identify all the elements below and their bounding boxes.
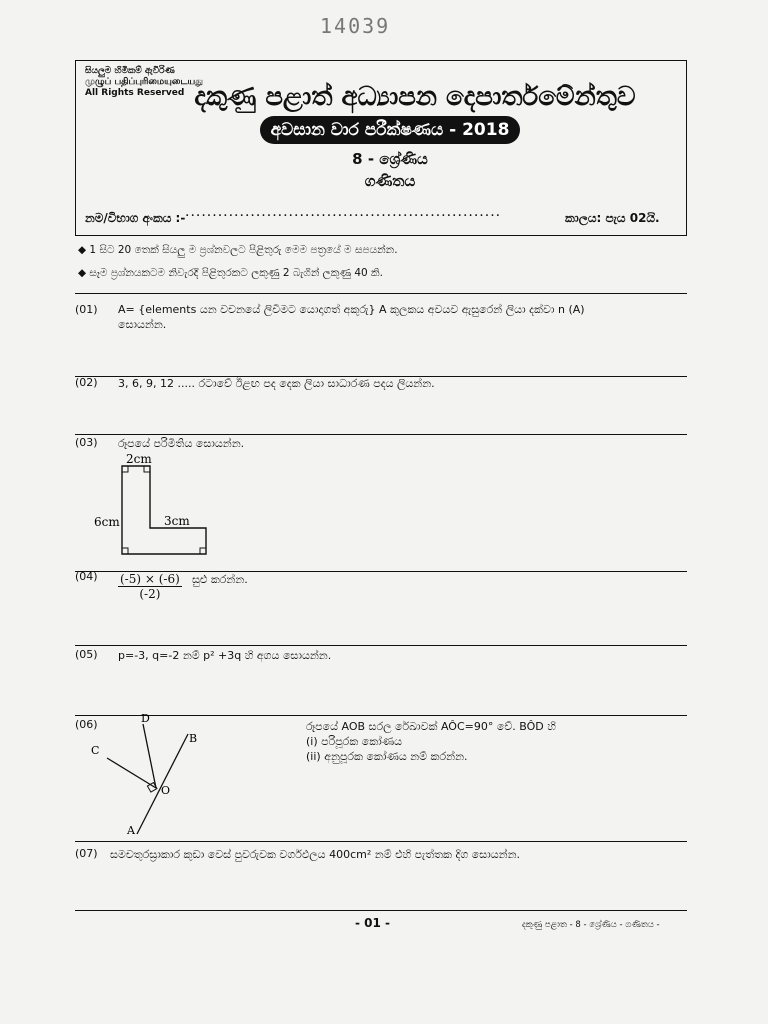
label-3cm: 3cm [164, 514, 190, 528]
fraction-numerator: (-5) × (-6) [120, 572, 180, 586]
question-7-text: සමචතුරස්‍රාකාර කුඩා වෙස් පුවරුවක වර්ගඵලය 400cm² නම් එහි පැත්තක දිග සොයන්න. [110, 848, 521, 861]
divider [75, 645, 687, 646]
question-number: (03) [75, 436, 98, 449]
time-label: කාලය: පැය 02යි. [565, 211, 660, 225]
question-5-text: p=-3, q=-2 නම් p² +3q හි අගය සොයන්න. [118, 649, 332, 662]
question-6-text: රූපයේ AOB සරල රේඛාවක් AÔC=90° වේ. BÔD හි (i) පරිපූරක කෝණය (ii) අනුපූරක කෝණය නම් කරන්න. [306, 720, 556, 763]
point-o: O [161, 784, 171, 797]
name-label: නම/විභාග අංකය :- [85, 211, 186, 225]
grade-label: 8 - ශ්‍රේණිය [352, 150, 428, 168]
divider [75, 293, 687, 294]
question-1-text: A= {elements යන වචනයේ ලිවීමට යොදාගත් අකුරු} A කුලකය අවයව ඇසුරෙන් ලියා දක්වා n (A) සොයන්න. [118, 303, 585, 331]
subject-label: ගණිතය [364, 172, 416, 190]
department-title: දකුණු පළාත් අධ්‍යාපන දෙපාර්තමේන්තුව [194, 82, 636, 112]
label-2cm: 2cm [126, 452, 152, 466]
question-number: (07) [75, 847, 98, 860]
fraction [118, 572, 182, 601]
question-3-text: රූපයේ පරිමිතිය සොයන්න. [118, 437, 245, 450]
footer-label: දකුණු පළාත - 8 - ශ්‍රේණිය - ගණිතය - [522, 920, 660, 930]
question-number: (05) [75, 648, 98, 661]
point-a: A [127, 824, 135, 837]
instruction-2: ◆ සෑම ප්‍රශ්නයකටම නිවැරදි පිළිතුරකට ලකුණු 2 බැගින් ලකුණු 40 කි. [78, 267, 383, 279]
question-number: (04) [75, 570, 98, 583]
rights-line-3: All Rights Reserved [85, 88, 185, 98]
question-number: (01) [75, 303, 98, 316]
page-number: - 01 - [355, 916, 391, 930]
point-c: C [91, 744, 100, 757]
serial-number: 14039 [320, 14, 391, 38]
question-4-text: සුළු කරන්න. [192, 573, 248, 586]
question-2-text: 3, 6, 9, 12 ..... රටාවේ ඊළඟ පද දෙක ලියා සාධාරණ පදය ලියන්න. [118, 377, 435, 390]
divider [75, 910, 687, 911]
label-6cm: 6cm [94, 515, 120, 529]
question-number: (02) [75, 376, 98, 389]
point-b: B [189, 732, 198, 745]
l-shape-figure [90, 450, 230, 566]
divider [75, 434, 687, 435]
exam-title-badge: අවසාන වාර පරීක්ෂණය - 2018 [260, 116, 520, 144]
rights-line-1: සියලුම හිමිකම් ඇවිරිණ [85, 66, 175, 76]
instruction-1: ◆ 1 සිට 20 තෙක් සියලු ම ප්‍රශ්නවලට පිළිතුරු මෙම පත්‍රයේ ම සපයන්න. [78, 244, 398, 256]
fraction-denominator: (-2) [139, 587, 161, 601]
name-field-dots: .......................................................... [185, 204, 502, 220]
point-d: D [141, 712, 150, 725]
angle-figure [85, 708, 235, 844]
rights-line-2: முழுப் பதிப்புரிமையுடையது [85, 77, 204, 87]
question-number: (06) [75, 718, 98, 731]
divider [75, 841, 687, 842]
